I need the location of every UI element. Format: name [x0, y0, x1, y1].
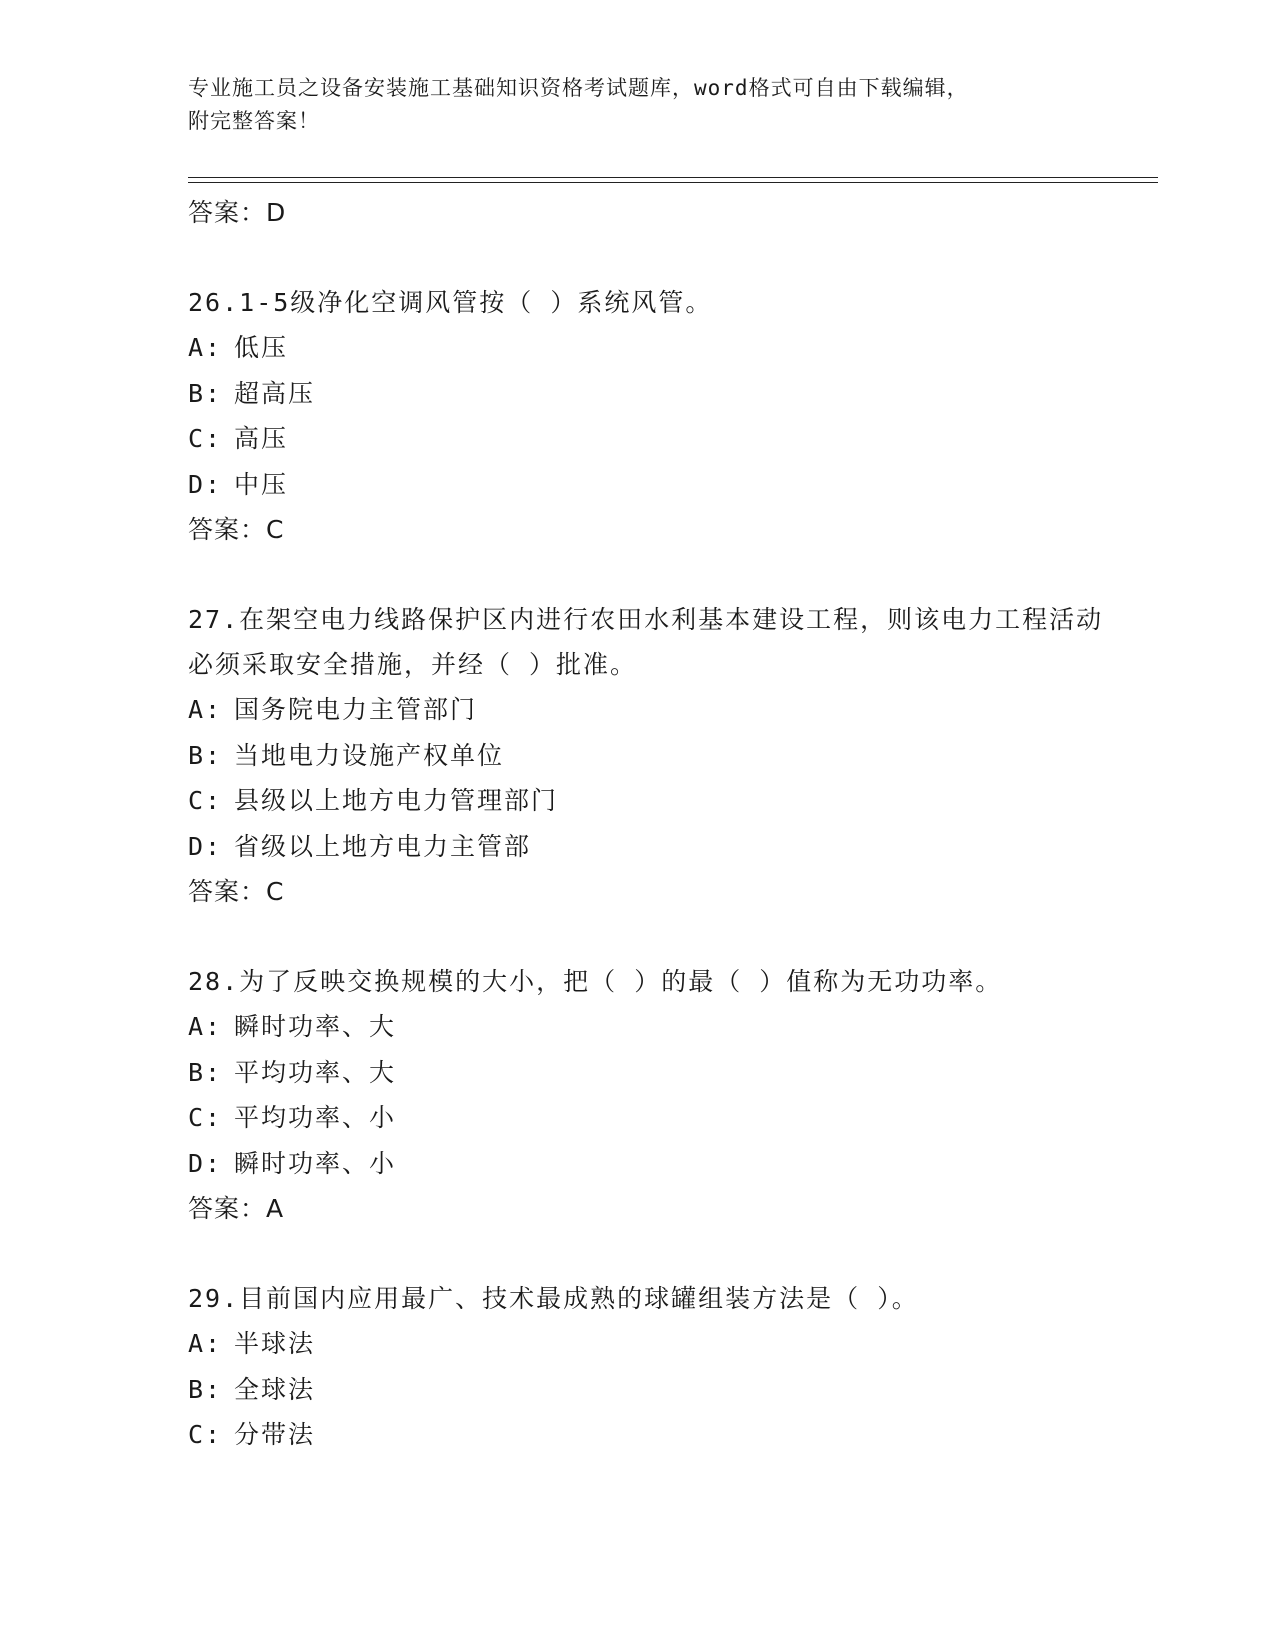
- option-text: 省级以上地方电力主管部: [234, 831, 532, 861]
- option-letter: A:: [188, 333, 223, 362]
- option-c: [188, 416, 1118, 462]
- option-a: [188, 325, 1118, 371]
- question-list: [188, 190, 1118, 1458]
- option-letter: B:: [188, 740, 223, 770]
- option-text: 超高压: [234, 378, 316, 408]
- header-rule-bottom: [188, 182, 1158, 183]
- option-letter: D:: [188, 469, 223, 499]
- question-27: [188, 597, 1118, 915]
- question-28: [188, 959, 1118, 1232]
- option-b: [188, 1367, 1118, 1413]
- option-text: 县级以上地方电力管理部门: [234, 786, 559, 815]
- option-c: [188, 1412, 1118, 1458]
- option-c: [188, 1095, 1118, 1141]
- header-rule-top: [188, 177, 1158, 178]
- header-line-2: 附完整答案！: [188, 109, 320, 133]
- option-a: [188, 1321, 1118, 1367]
- answer-line: 答案：D: [188, 198, 287, 227]
- option-b: [188, 733, 1118, 779]
- option-letter: D:: [188, 831, 223, 861]
- option-text: 中压: [234, 469, 289, 499]
- option-a: [188, 1004, 1118, 1050]
- question-stem: 28.为了反映交换规模的大小，把（ ）的最（ ）值称为无功功率。: [188, 967, 1003, 996]
- option-text: 瞬时功率、大: [234, 1012, 397, 1041]
- option-d: [188, 462, 1118, 508]
- answer-line: 答案：C: [188, 877, 285, 906]
- question-29: [188, 1276, 1118, 1458]
- option-text: 当地电力设施产权单位: [234, 740, 505, 770]
- answer-line: 答案：C: [188, 515, 285, 544]
- question-stem: 27.在架空电力线路保护区内进行农田水利基本建设工程，则该电力工程活动必须采取安全措施，并经（ ）批准。: [188, 605, 1104, 679]
- option-letter: A:: [188, 1012, 223, 1041]
- option-letter: C:: [188, 424, 223, 453]
- question-26: [188, 280, 1118, 553]
- page-header: [188, 72, 1088, 138]
- option-c: [188, 778, 1118, 824]
- option-text: 国务院电力主管部门: [234, 695, 478, 724]
- option-b: [188, 1050, 1118, 1096]
- option-letter: C:: [188, 1420, 223, 1449]
- option-text: 瞬时功率、小: [234, 1148, 397, 1178]
- option-text: 全球法: [234, 1374, 316, 1404]
- option-letter: C:: [188, 786, 223, 815]
- answer-line: 答案：A: [188, 1194, 285, 1223]
- option-d: [188, 824, 1118, 870]
- question-stem: 26.1-5级净化空调风管按（ ）系统风管。: [188, 288, 713, 317]
- option-text: 平均功率、小: [234, 1103, 397, 1132]
- option-text: 半球法: [234, 1329, 316, 1358]
- option-d: [188, 1141, 1118, 1187]
- option-letter: D:: [188, 1148, 223, 1178]
- option-text: 分带法: [234, 1420, 316, 1449]
- question-stem: 29.目前国内应用最广、技术最成熟的球罐组装方法是（ ）。: [188, 1284, 919, 1313]
- option-text: 低压: [234, 333, 289, 362]
- option-text: 高压: [234, 424, 289, 453]
- option-letter: B:: [188, 1374, 223, 1404]
- option-text: 平均功率、大: [234, 1057, 397, 1087]
- option-letter: B:: [188, 378, 223, 408]
- option-letter: B:: [188, 1057, 223, 1087]
- header-line-1: 专业施工员之设备安装施工基础知识资格考试题库，word格式可自由下载编辑，: [188, 76, 969, 100]
- option-letter: C:: [188, 1103, 223, 1132]
- option-b: [188, 371, 1118, 417]
- option-letter: A:: [188, 1329, 223, 1358]
- option-letter: A:: [188, 695, 223, 724]
- option-a: [188, 687, 1118, 733]
